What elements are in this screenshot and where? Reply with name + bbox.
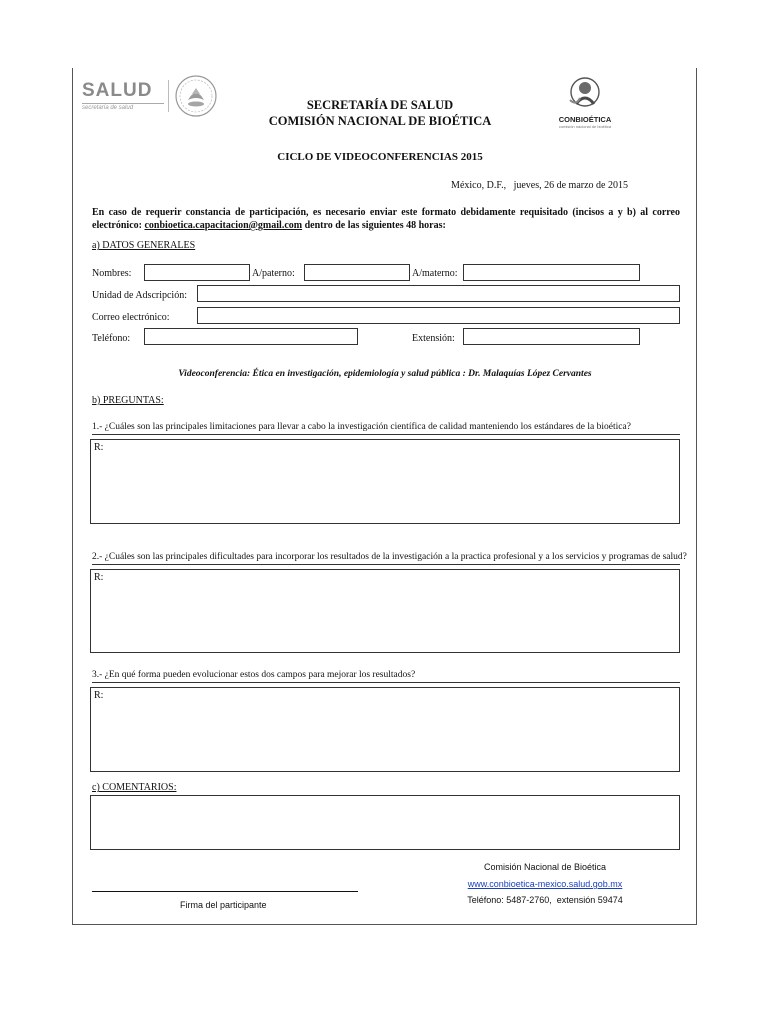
extension-label: Extensión: (412, 333, 455, 344)
answer-1-prefix: R: (94, 442, 104, 453)
section-c-label: c) COMENTARIOS: (92, 782, 177, 793)
salud-logo-subtitle: secretaría de salud (82, 105, 134, 111)
correo-label: Correo electrónico: (92, 312, 170, 323)
footer-website-link[interactable]: www.conbioetica-mexico.salud.gob.mx (467, 879, 623, 889)
logo-divider (168, 80, 169, 112)
page-border-left (72, 68, 73, 924)
telefono-field[interactable] (144, 328, 358, 345)
nombres-label: Nombres: (92, 268, 132, 279)
apaterno-field[interactable] (304, 264, 410, 281)
section-c-heading (92, 782, 176, 793)
footer-org: Comisión Nacional de Bioética (483, 862, 607, 872)
conbioetica-logo (550, 76, 620, 128)
date-line: México, D.F., jueves, 26 de marzo de 2015 (451, 180, 628, 191)
cycle-title: CICLO DE VIDEOCONFERENCIAS 2015 (277, 151, 483, 163)
amaterno-label: A/materno: (412, 268, 458, 279)
correo-field[interactable] (197, 307, 680, 324)
question-3: 3.- ¿En qué forma pueden evolucionar estos dos campos para mejorar los resultados? (92, 670, 416, 680)
conbioetica-logo-subtitle: comisión nacional de bioética (558, 124, 612, 129)
page-title-line1: SECRETARÍA DE SALUD (306, 98, 454, 112)
signature-label: Firma del participante (180, 900, 267, 910)
answer-2-prefix: R: (94, 572, 104, 583)
answer-3-prefix: R: (94, 690, 104, 701)
amaterno-field[interactable] (463, 264, 640, 281)
videoconference-title: Videoconferencia: Ética en investigación, epidemiología y salud pública : Dr. Malaquías López Cervantes (178, 369, 592, 379)
question-1-rule (92, 434, 680, 435)
question-3-rule (92, 682, 680, 683)
mexico-seal-icon (174, 74, 218, 123)
salud-logo-rule (82, 103, 164, 104)
page-border-right (696, 68, 697, 924)
question-1: 1.- ¿Cuáles son las principales limitaciones para llevar a cabo la investigación científica de calidad manteniendo los estándares de la bioética? (92, 422, 631, 432)
instructions-email-link[interactable]: conbioetica.capacitacion@gmail.com (144, 220, 303, 231)
answer-2-box[interactable] (90, 569, 680, 653)
unidad-field[interactable] (197, 285, 680, 302)
question-2: 2.- ¿Cuáles son las principales dificultades para incorporar los resultados de la investigación a la practica profesional y a los servicios y programas de salud? (92, 552, 687, 562)
extension-field[interactable] (463, 328, 640, 345)
instructions-text-end: dentro de las siguientes 48 horas: (302, 220, 446, 231)
page-title-line2: COMISIÓN NACIONAL DE BIOÉTICA (268, 114, 492, 128)
nombres-field[interactable] (144, 264, 250, 281)
unidad-label: Unidad de Adscripción: (92, 290, 187, 301)
section-b-label: b) PREGUNTAS: (92, 395, 164, 406)
answer-1-box[interactable] (90, 439, 680, 524)
answer-3-box[interactable] (90, 687, 680, 772)
section-b-heading (92, 395, 164, 406)
section-a-heading (92, 240, 195, 251)
conbioetica-logo-text: CONBIOÉTICA (558, 115, 612, 124)
salud-logo-text: SALUD (82, 80, 153, 101)
salud-logo (82, 80, 172, 120)
footer-phone: Teléfono: 5487-2760, extensión 59474 (467, 895, 623, 905)
section-a-label: a) DATOS GENERALES (92, 240, 196, 251)
instructions (92, 206, 680, 232)
page-border-bottom (72, 924, 697, 925)
comments-box[interactable] (90, 795, 680, 850)
question-2-rule (92, 564, 680, 565)
apaterno-label: A/paterno: (252, 268, 295, 279)
instructions-text: En caso de requerir constancia de participación, es necesario enviar este formato debidamente requisitado (incisos a y b) al correo electrónico: (92, 207, 680, 231)
telefono-label: Teléfono: (92, 333, 131, 344)
signature-line[interactable] (92, 891, 358, 892)
